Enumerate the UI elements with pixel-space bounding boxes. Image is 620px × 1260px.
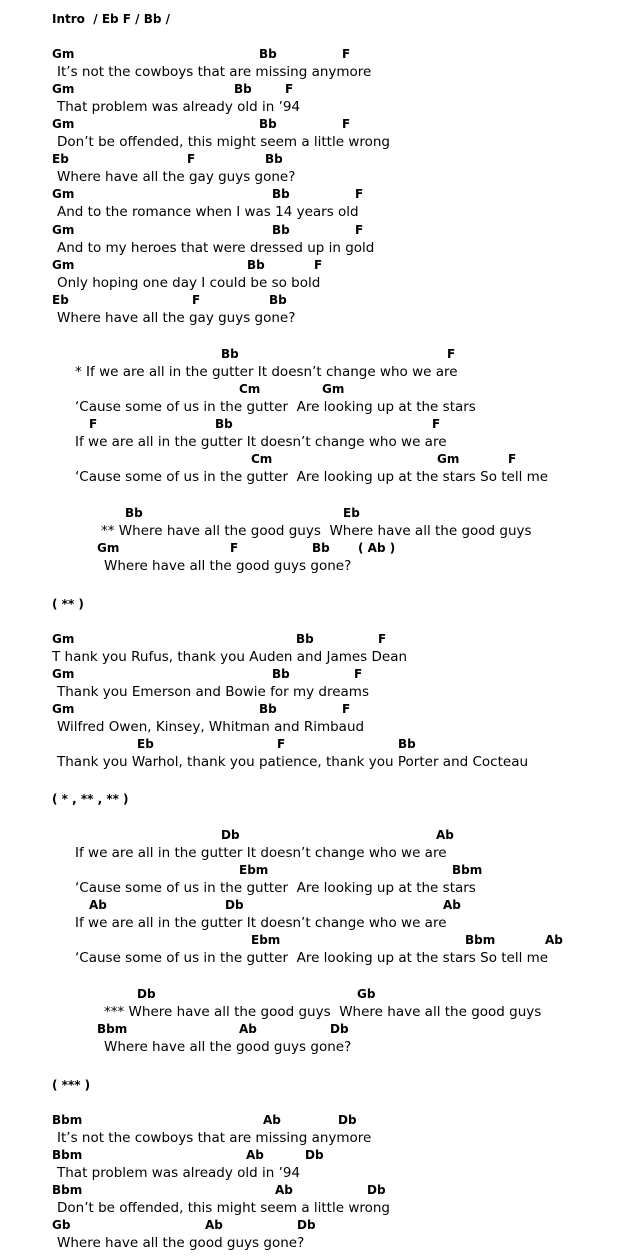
lyric-line: Where have all the gay guys gone? [57,310,296,326]
chord: F [342,702,351,716]
chord: Bbm [465,933,496,947]
chord: Gm [437,452,460,466]
chord: Ab [89,898,107,912]
chord: ( Ab ) [358,541,396,555]
chord: Db [367,1183,386,1197]
chord: Eb [343,506,360,520]
chord: Gm [52,702,75,716]
lyric-line: That problem was already old in ’94 [57,1165,301,1181]
chord: Ab [545,933,563,947]
chord: Bbm [97,1022,128,1036]
chord: Gb [52,1218,71,1232]
chord: Bb [398,737,416,751]
chord: Db [305,1148,324,1162]
lyric-line: ‘Cause some of us in the gutter Are looking up at the stars So tell me [75,950,549,966]
chord: Ab [436,828,454,842]
chord: Bb [312,541,330,555]
chord: F [192,293,201,307]
chord: Eb [52,152,69,166]
lyric-line: And to the romance when I was 14 years old [57,204,359,220]
lyric-line: Where have all the good guys gone? [104,1039,352,1055]
lyric-line: *** Where have all the good guys Where have all the good guys [104,1004,542,1020]
lyric-line: It’s not the cowboys that are missing anymore [57,1130,372,1146]
chord: F [355,223,364,237]
repeat-marker: ( ** ) [52,597,84,611]
lyric-line: Don’t be offended, this might seem a little wrong [57,134,391,150]
lyric-line: ** Where have all the good guys Where have all the good guys [101,523,532,539]
chord: Gb [357,987,376,1001]
lyric-line: Thank you Emerson and Bowie for my dreams [57,684,369,700]
chord: Db [137,987,156,1001]
lyric-line: * If we are all in the gutter It doesn’t change who we are [75,364,458,380]
repeat-marker: ( * , ** , ** ) [52,792,129,806]
chord: F [355,187,364,201]
lyric-line: If we are all in the gutter It doesn’t change who we are [75,915,447,931]
chord: Gm [52,187,75,201]
chord: Bb [215,417,233,431]
chord: Eb [137,737,154,751]
lyric-line: If we are all in the gutter It doesn’t change who we are [75,434,447,450]
chord: F [314,258,323,272]
chord: Bb [296,632,314,646]
chord: Ab [239,1022,257,1036]
lyric-line: T hank you Rufus, thank you Auden and James Dean [52,649,408,665]
chord: Bb [259,702,277,716]
chord: F [277,737,286,751]
lyric-line: Where have all the good guys gone? [104,558,352,574]
chord: Db [221,828,240,842]
chord: Gm [97,541,120,555]
chord: Ab [205,1218,223,1232]
chord: Db [338,1113,357,1127]
chord: F [342,47,351,61]
chord: Bbm [452,863,483,877]
chord: Bb [259,117,277,131]
chord: Ab [443,898,461,912]
chord: Gm [52,632,75,646]
chord: Bb [272,187,290,201]
chord: F [285,82,294,96]
lyric-line: ‘Cause some of us in the gutter Are looking up at the stars So tell me [75,469,549,485]
chord: Ab [275,1183,293,1197]
chord: Cm [239,382,261,396]
chord: Bb [259,47,277,61]
chord: Ebm [239,863,269,877]
chord: Ab [263,1113,281,1127]
chord: Bb [269,293,287,307]
chord: Ebm [251,933,281,947]
chord: F [432,417,441,431]
chord: Gm [52,117,75,131]
lyric-line: ‘Cause some of us in the gutter Are looking up at the stars [75,880,476,896]
chord: F [447,347,456,361]
chord: Bb [221,347,239,361]
lyric-line: Don’t be offended, this might seem a little wrong [57,1200,391,1216]
lyric-line: And to my heroes that were dressed up in gold [57,240,375,256]
chord: Bb [272,667,290,681]
chord: Bbm [52,1113,83,1127]
repeat-marker: ( *** ) [52,1078,91,1092]
lyric-line: Wilfred Owen, Kinsey, Whitman and Rimbaud [57,719,365,735]
lyric-line: Where have all the good guys gone? [57,1235,305,1251]
chord: Gm [322,382,345,396]
lyric-line: If we are all in the gutter It doesn’t change who we are [75,845,447,861]
chord: F [342,117,351,131]
chord: F [354,667,363,681]
chord: Bb [234,82,252,96]
chord: F [187,152,196,166]
chord: Gm [52,82,75,96]
chord: F [378,632,387,646]
chord: Gm [52,223,75,237]
chord: Db [297,1218,316,1232]
chord: Db [330,1022,349,1036]
chord: F [508,452,517,466]
chord: Bbm [52,1148,83,1162]
chord: F [230,541,239,555]
lyric-line: ‘Cause some of us in the gutter Are looking up at the stars [75,399,476,415]
chord: Gm [52,258,75,272]
lyric-line: Only hoping one day I could be so bold [57,275,321,291]
lyric-line: Thank you Warhol, thank you patience, thank you Porter and Cocteau [57,754,529,770]
chord: Eb [52,293,69,307]
chord: Bb [125,506,143,520]
chord: Bb [272,223,290,237]
lyric-line: It’s not the cowboys that are missing anymore [57,64,372,80]
chord: Bbm [52,1183,83,1197]
chord: Cm [251,452,273,466]
chord: Ab [246,1148,264,1162]
intro-line: Intro / Eb F / Bb / [52,12,171,26]
chord: Bb [265,152,283,166]
chord: F [89,417,98,431]
chord: Db [225,898,244,912]
lyric-line: Where have all the gay guys gone? [57,169,296,185]
chord: Gm [52,47,75,61]
chord: Gm [52,667,75,681]
chord: Bb [247,258,265,272]
lyric-line: That problem was already old in ’94 [57,99,301,115]
